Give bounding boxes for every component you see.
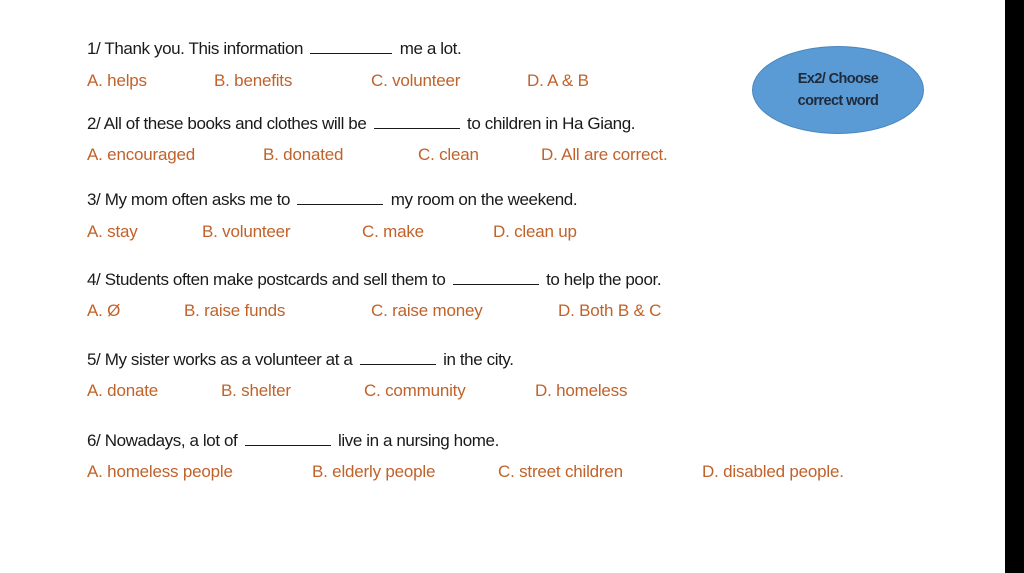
question-4-text-before: 4/ Students often make postcards and sell them to [87,270,446,289]
question-2-blank [374,113,460,129]
question-1-text-after: me a lot. [399,39,462,58]
question-1-option-b: B. benefits [214,71,293,90]
question-5-option-b: B. shelter [221,381,291,400]
question-5-blank [360,349,436,365]
question-5 [87,349,514,370]
question-5-option-c: C. community [364,381,466,400]
question-5-text-before: 5/ My sister works as a volunteer at a [87,350,353,369]
question-3-option-c: C. make [362,222,424,241]
question-6-option-d: D. disabled people. [702,462,844,481]
question-6-option-b: B. elderly people [312,462,436,481]
screen-edge [1005,0,1024,573]
question-1-blank [310,38,392,54]
question-3-option-a: A. stay [87,222,138,241]
question-3-text-after: my room on the weekend. [390,190,578,209]
question-3-blank [297,189,383,205]
question-1-option-d: D. A & B [527,71,589,90]
question-6 [87,430,499,451]
question-4 [87,269,661,290]
question-6-text-after: live in a nursing home. [338,431,499,450]
question-2-text-before: 2/ All of these books and clothes will be [87,114,367,133]
question-2-option-c: C. clean [418,145,479,164]
question-5-text-after: in the city. [443,350,514,369]
question-5-option-d: D. homeless [535,381,628,400]
badge-line-1: Ex2/ Choose [797,71,879,87]
question-3-text-before: 3/ My mom often asks me to [87,190,291,209]
question-5-option-a: A. donate [87,381,158,400]
question-1-text-before: 1/ Thank you. This information [87,39,304,58]
question-3-option-d: D. clean up [493,222,577,241]
question-6-option-a: A. homeless people [87,462,233,481]
question-2-text-after: to children in Ha Giang. [467,114,636,133]
question-1 [87,38,461,59]
question-1-option-a: A. helps [87,71,147,90]
question-1-option-c: C. volunteer [371,71,461,90]
question-4-option-c: C. raise money [371,301,483,320]
question-2-option-d: D. All are correct. [541,145,668,164]
question-4-option-a: A. Ø [87,301,121,320]
question-4-blank [453,269,539,285]
question-3 [87,189,577,210]
question-6-option-c: C. street children [498,462,623,481]
exercise-badge [752,46,924,134]
question-4-text-after: to help the poor. [546,270,662,289]
question-2-option-a: A. encouraged [87,145,195,164]
question-6-text-before: 6/ Nowadays, a lot of [87,431,238,450]
question-2-option-b: B. donated [263,145,344,164]
question-3-option-b: B. volunteer [202,222,291,241]
badge-line-2: correct word [797,93,879,109]
question-2 [87,113,635,134]
question-4-option-b: B. raise funds [184,301,286,320]
question-4-option-d: D. Both B & C [558,301,662,320]
question-6-blank [245,430,331,446]
